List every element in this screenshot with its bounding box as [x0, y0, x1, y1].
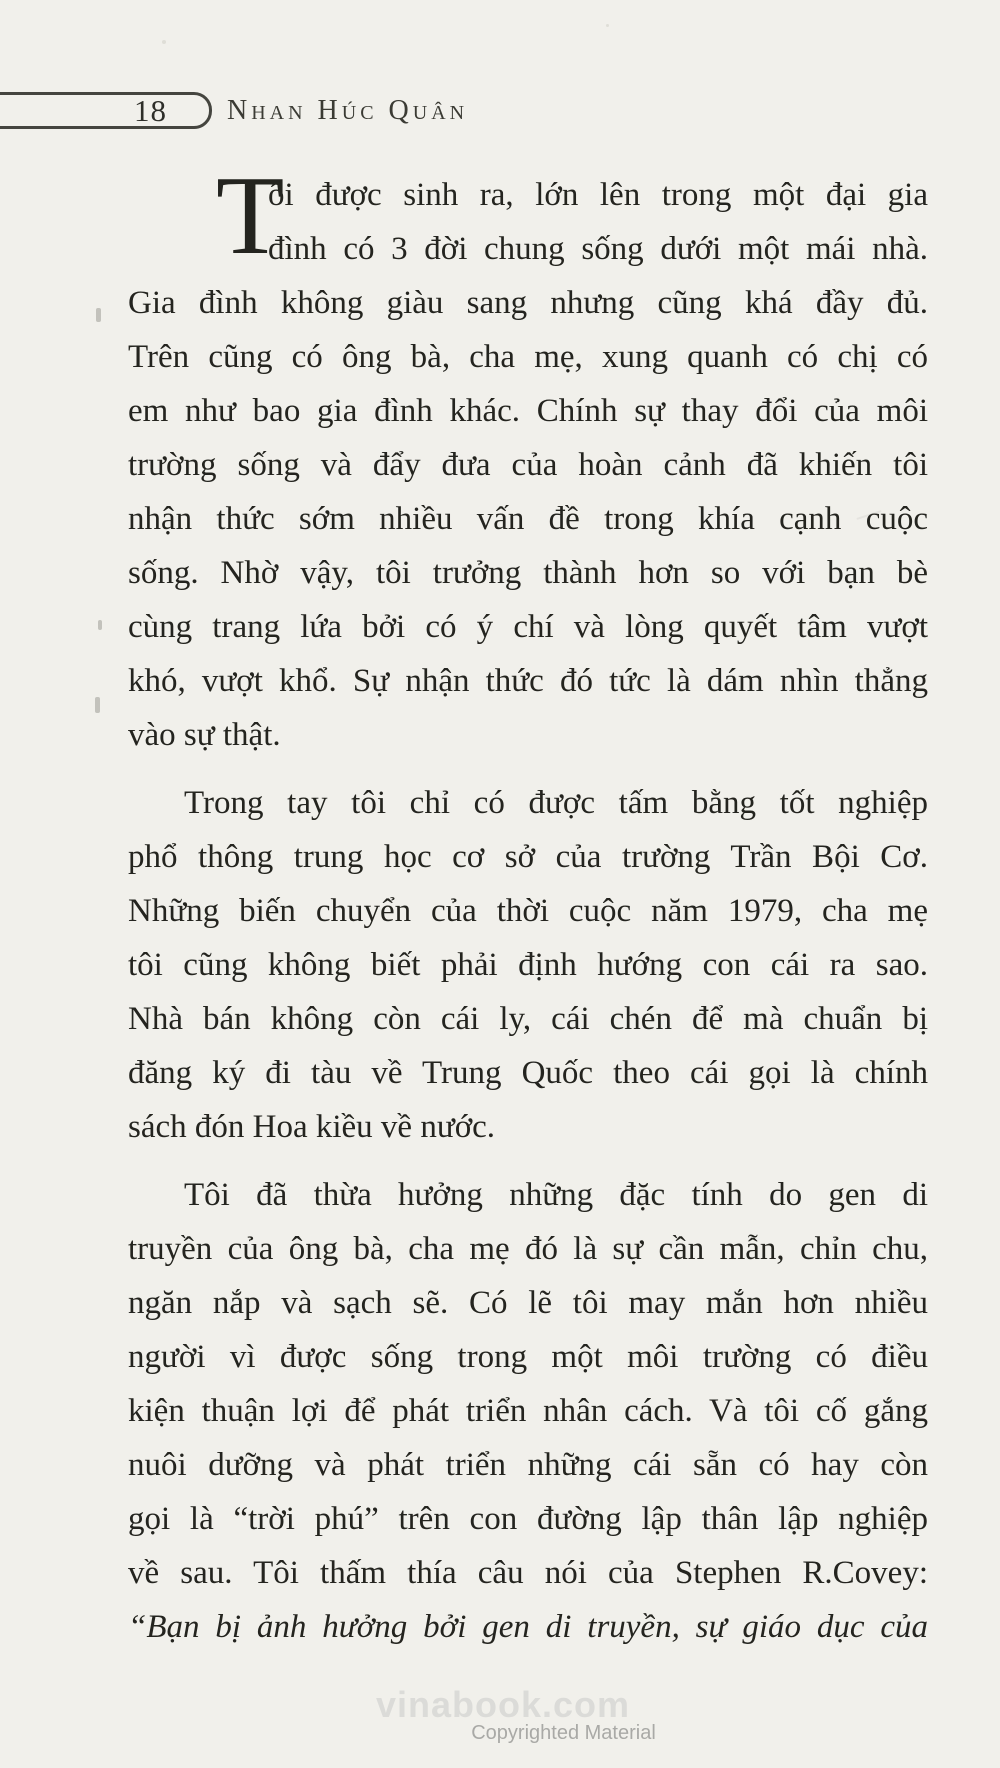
text-line: nuôi dưỡng và phát triển những cái sẵn có hay còn	[128, 1447, 928, 1483]
text-line: Trên cũng có ông bà, cha mẹ, xung quanh có chị có	[128, 339, 928, 375]
scan-speckle	[98, 620, 102, 630]
text-line: Nhà bán không còn cái ly, cái chén để mà chuẩn bị	[128, 1001, 928, 1037]
text-line: ngăn nắp và sạch sẽ. Có lẽ tôi may mắn hơn nhiều	[128, 1285, 928, 1321]
running-header-author: Nhan Húc Quân	[227, 94, 469, 126]
copyright-notice: Copyrighted Material	[471, 1722, 656, 1744]
text-line: cùng trang lứa bởi có ý chí và lòng quyết tâm vượt	[128, 609, 928, 645]
text-line: đình có 3 đời chung sống dưới một mái nhà.	[268, 231, 928, 267]
text-line: phổ thông trung học cơ sở của trường Trần Bội Cơ.	[128, 839, 928, 875]
text-line: sống. Nhờ vậy, tôi trưởng thành hơn so với bạn bè	[128, 555, 928, 591]
drop-cap: T	[216, 154, 285, 278]
page-body-text	[128, 154, 928, 1654]
text-line: gọi là “trời phú” trên con đường lập thân lập nghiệp	[128, 1501, 928, 1537]
scan-speckle	[162, 40, 166, 44]
text-line: Những biến chuyển của thời cuộc năm 1979, cha mẹ	[128, 893, 928, 929]
text-line: về sau. Tôi thấm thía câu nói của Stephen R.Covey:	[128, 1555, 928, 1591]
text-line: Tôi đã thừa hưởng những đặc tính do gen di	[184, 1177, 928, 1213]
text-line-italic-quote: “Bạn bị ảnh hưởng bởi gen di truyền, sự giáo dục của	[128, 1609, 928, 1645]
scan-speckle	[606, 24, 609, 27]
text-line: trường sống và đẩy đưa của hoàn cảnh đã khiến tôi	[128, 447, 928, 483]
text-line: ôi được sinh ra, lớn lên trong một đại gia	[268, 177, 928, 213]
text-line: nhận thức sớm nhiều vấn đề trong khía cạnh cuộc	[128, 501, 928, 537]
page-number-tab	[0, 92, 212, 129]
text-line: sách đón Hoa kiều về nước.	[128, 1109, 496, 1145]
text-line: vào sự thật.	[128, 717, 281, 753]
text-line: truyền của ông bà, cha mẹ đó là sự cần mẫn, chỉn chu,	[128, 1231, 928, 1267]
text-line: đăng ký đi tàu về Trung Quốc theo cái gọi là chính	[128, 1055, 928, 1091]
vinabook-watermark: vinabook.com	[375, 1684, 631, 1725]
text-line: kiện thuận lợi để phát triển nhân cách. Và tôi cố gắng	[128, 1393, 928, 1429]
text-line: tôi cũng không biết phải định hướng con cái ra sao.	[128, 947, 928, 983]
scan-speckle	[96, 308, 101, 322]
paragraph-3	[128, 1168, 928, 1654]
text-line: khó, vượt khổ. Sự nhận thức đó tức là dám nhìn thẳng	[128, 663, 928, 699]
text-line: người vì được sống trong một môi trường có điều	[128, 1339, 928, 1375]
paragraph-1	[128, 154, 928, 762]
scan-speckle	[95, 697, 100, 713]
text-line: Trong tay tôi chỉ có được tấm bằng tốt nghiệp	[184, 785, 928, 821]
page-number: 18	[134, 93, 167, 128]
text-line: em như bao gia đình khác. Chính sự thay đổi của môi	[128, 393, 928, 429]
text-line: Gia đình không giàu sang nhưng cũng khá đầy đủ.	[128, 285, 928, 321]
paragraph-2	[128, 776, 928, 1154]
